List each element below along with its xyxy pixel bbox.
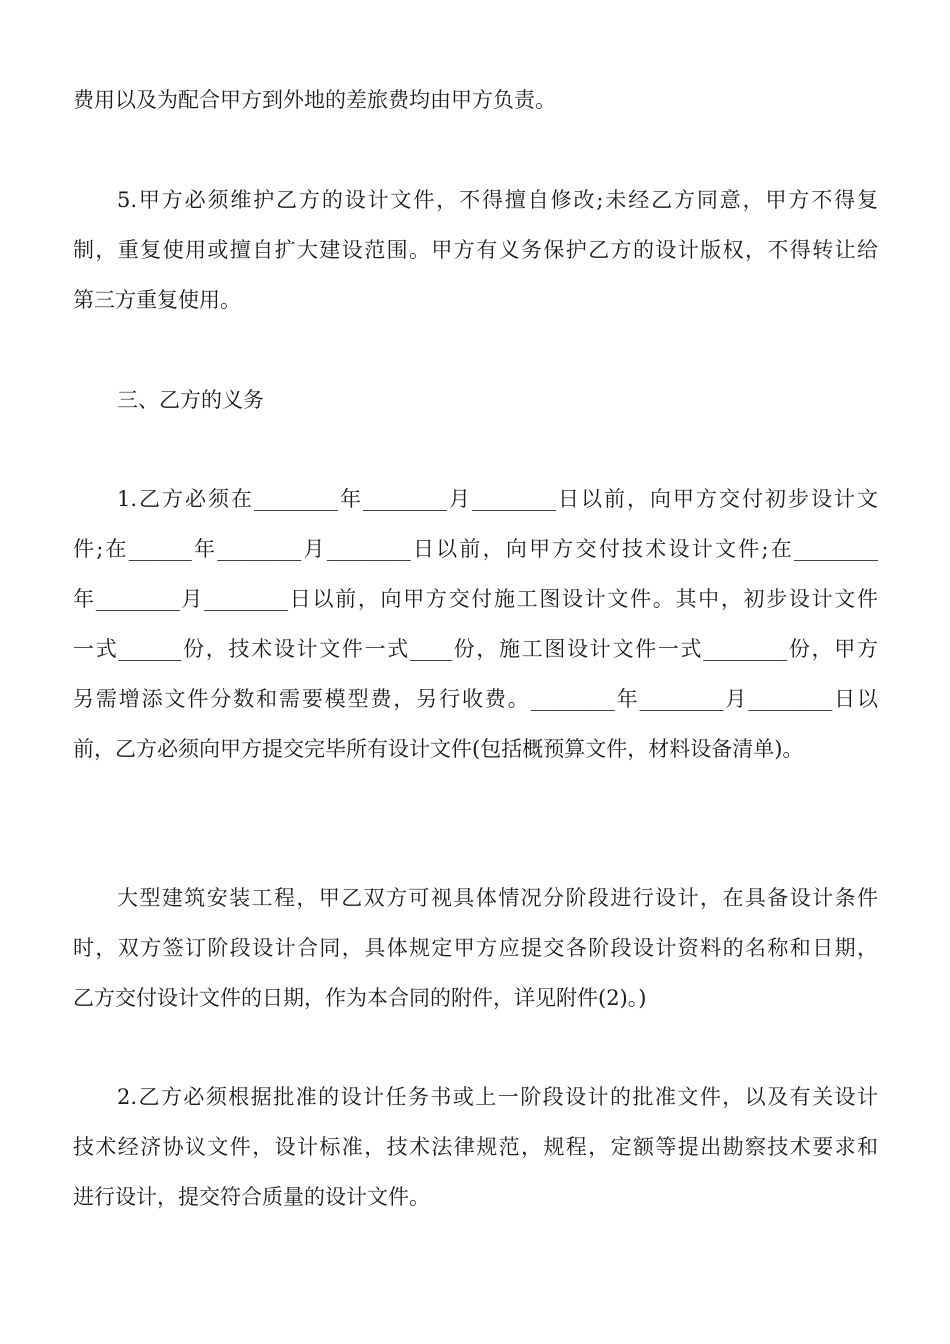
- paragraph-line: 制，重复使用或擅自扩大建设范围。甲方有义务保护乙方的设计版权，不得转让给: [73, 238, 878, 262]
- paragraph-line: 时，双方签订阶段设计合同，具体规定甲方应提交各阶段设计资料的名称和日期，: [73, 936, 878, 960]
- paragraph-line: 2.乙方必须根据批准的设计任务书或上一阶段设计的批准文件，以及有关设计: [117, 1085, 878, 1109]
- paragraph-line: 大型建筑安装工程，甲乙双方可视具体情况分阶段进行设计，在具备设计条件: [117, 886, 878, 910]
- paragraph-line: 前，乙方必须向甲方提交完毕所有设计文件(包括概预算文件，材料设备清单)。: [73, 737, 804, 761]
- paragraph-line: 1.乙方必须在________年________月________日以前，向甲方交付初步设计文: [117, 487, 878, 511]
- section-heading: 三、乙方的义务: [117, 388, 264, 412]
- paragraph-line: 年________月________日以前，向甲方交付施工图设计文件。其中，初步设计文件: [73, 587, 878, 611]
- paragraph-line: 另需增添文件分数和需要模型费，另行收费。________年________月________日以: [73, 687, 878, 711]
- paragraph-line: 进行设计，提交符合质量的设计文件。: [73, 1185, 430, 1209]
- paragraph-line: 技术经济协议文件，设计标准，技术法律规范，规程，定额等提出勘察技术要求和: [73, 1135, 878, 1159]
- paragraph-line: 5.甲方必须维护乙方的设计文件，不得擅自修改;未经乙方同意，甲方不得复: [117, 188, 878, 212]
- paragraph-line: 一式______份，技术设计文件一式____份，施工图设计文件一式________份，甲方: [73, 637, 878, 661]
- paragraph-line: 第三方重复使用。: [73, 288, 241, 312]
- paragraph-line: 乙方交付设计文件的日期，作为本合同的附件，详见附件(2)。): [73, 986, 647, 1010]
- paragraph-line: 件;在______年________月________日以前，向甲方交付技术设计文件;在________: [73, 537, 878, 561]
- paragraph-line: 费用以及为配合甲方到外地的差旅费均由甲方负责。: [73, 88, 556, 112]
